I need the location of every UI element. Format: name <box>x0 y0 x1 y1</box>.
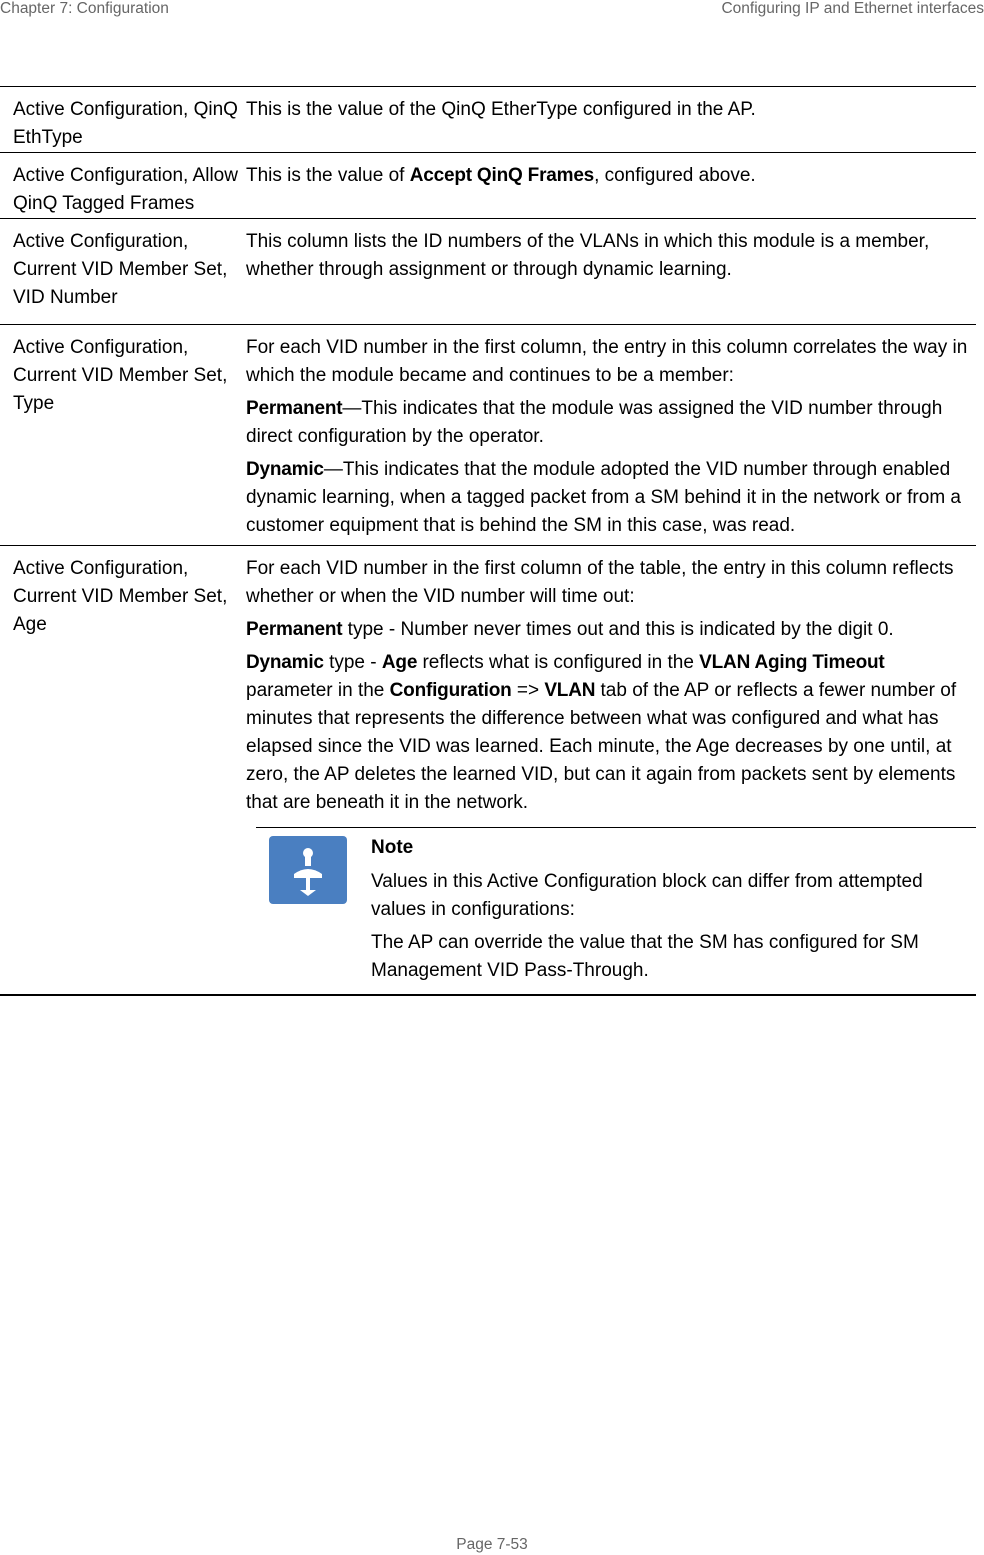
parameter-name: Active Configuration, Current VID Member Set, Age <box>0 546 246 996</box>
description-text: This is the value of Accept QinQ Frames, configured above. <box>246 165 756 186</box>
section-title: Configuring IP and Ethernet interfaces <box>721 0 984 17</box>
note-title: Note <box>371 837 414 858</box>
parameter-description <box>246 219 976 325</box>
table-row <box>0 87 976 153</box>
parameter-name: Active Configuration, Allow QinQ Tagged Frames <box>0 153 246 219</box>
page-header <box>0 0 984 22</box>
description-text: This is the value of the QinQ EtherType configured in the AP. <box>246 99 756 120</box>
description-intro: For each VID number in the first column, the entry in this column correlates the way in which the module became and continues to be a member: <box>246 337 968 386</box>
table-row <box>0 325 976 546</box>
note-text: Values in this Active Configuration block can differ from attempted values in configurations: <box>371 871 923 920</box>
parameter-table <box>0 86 976 996</box>
parameter-name: Active Configuration, Current VID Member Set, VID Number <box>0 219 246 325</box>
parameter-name: Active Configuration, Current VID Member Set, Type <box>0 325 246 546</box>
ui-term-permanent: Permanent <box>246 619 343 640</box>
ui-term-dynamic: Dynamic <box>246 652 324 673</box>
description-intro: For each VID number in the first column of the table, the entry in this column reflects whether or when the VID number will time out: <box>246 558 954 607</box>
description-permanent: Permanent type - Number never times out and this is indicated by the digit 0. <box>246 619 894 640</box>
table-row <box>0 546 976 996</box>
ui-term-configuration: Configuration <box>389 680 512 701</box>
parameter-description <box>246 87 976 153</box>
description-dynamic: Dynamic type - Age reflects what is configured in the VLAN Aging Timeout parameter in the Configuration => VLAN tab of the AP or reflects a fewer number of minutes that represents the difference between what was configured and what has elapsed since the VID was learned. Each minute, the Age decreases by one until, at zero, the AP deletes the learned VID, but can it again from packets sent by elements that are beneath it in the network. <box>246 652 957 813</box>
description-text: This column lists the ID numbers of the VLANs in which this module is a member, whether through assignment or through dynamic learning. <box>246 231 930 280</box>
parameter-description <box>246 153 976 219</box>
table-row <box>0 153 976 219</box>
ui-term-age: Age <box>381 652 418 673</box>
note-pin-icon <box>269 836 347 904</box>
parameter-description <box>246 546 976 996</box>
parameter-name: Active Configuration, QinQ EthType <box>0 87 246 153</box>
ui-term-vlan: VLAN <box>544 680 596 701</box>
chapter-title: Chapter 7: Configuration <box>0 0 169 17</box>
page-number: Page 7-53 <box>456 1536 528 1553</box>
ui-term-permanent: Permanent <box>246 398 343 419</box>
table-row <box>0 219 976 325</box>
ui-term-accept-qinq-frames: Accept QinQ Frames <box>409 165 595 186</box>
description-permanent: Permanent—This indicates that the module was assigned the VID number through direct configuration by the operator. <box>246 398 943 447</box>
ui-term-dynamic: Dynamic <box>246 459 324 480</box>
note-box <box>256 827 976 994</box>
note-body <box>371 834 976 990</box>
note-text: The AP can override the value that the SM has configured for SM Management VID Pass-Through. <box>371 932 919 981</box>
ui-term-vlan-aging-timeout: VLAN Aging Timeout <box>699 652 885 673</box>
description-dynamic: Dynamic—This indicates that the module adopted the VID number through enabled dynamic learning, when a tagged packet from a SM behind it in the network or from a customer equipment that is behind the SM in this case, was read. <box>246 459 961 536</box>
parameter-description <box>246 325 976 546</box>
